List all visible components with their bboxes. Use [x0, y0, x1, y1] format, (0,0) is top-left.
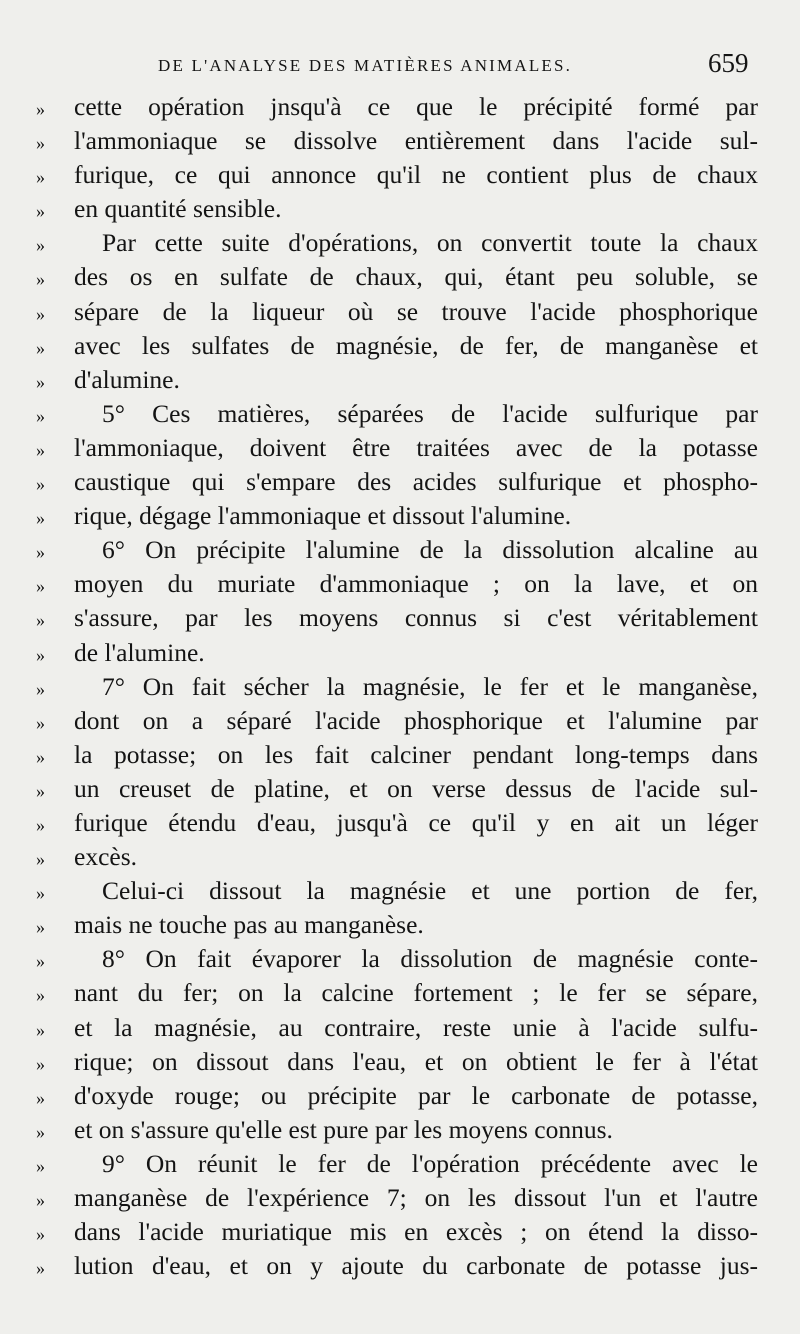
line-text: 6° On précipite l'alumine de la dissolution alcaline au — [102, 535, 758, 565]
line-text: de l'alumine. — [74, 637, 205, 667]
text-line — [0, 431, 800, 465]
quote-mark: » — [36, 985, 45, 1006]
quote-mark: » — [36, 1053, 45, 1074]
text-line — [0, 840, 800, 874]
text-line — [0, 976, 800, 1010]
quote-mark: » — [36, 1019, 45, 1040]
text-line — [0, 908, 800, 942]
line-text: dont on a séparé l'acide phosphorique et l'alumine par — [74, 705, 758, 735]
quote-mark: » — [36, 303, 45, 324]
line-text: d'alumine. — [74, 364, 180, 394]
line-text: 9° On réunit le fer de l'opération précédente avec le — [102, 1148, 758, 1178]
quote-mark: » — [36, 917, 45, 938]
quote-mark: » — [36, 849, 45, 870]
quote-mark: » — [36, 167, 45, 188]
text-line — [0, 499, 800, 533]
text-line — [0, 90, 800, 124]
line-text: l'ammoniaque, doivent être traitées avec de la potasse — [74, 432, 758, 462]
line-text: 5° Ces matières, séparées de l'acide sulfurique par — [102, 398, 758, 428]
text-line — [0, 1045, 800, 1079]
page-header — [0, 46, 800, 86]
quote-mark: » — [36, 678, 45, 699]
line-text: l'ammoniaque se dissolve entièrement dans l'acide sul- — [74, 126, 758, 156]
line-text: d'oxyde rouge; ou précipite par le carbonate de potasse, — [74, 1080, 758, 1110]
line-text: et on s'assure qu'elle est pure par les moyens connus. — [74, 1114, 613, 1144]
text-line — [0, 1181, 800, 1215]
quote-mark: » — [36, 814, 45, 835]
text-line — [0, 158, 800, 192]
text-line — [0, 226, 800, 260]
line-text: manganèse de l'expérience 7; on les dissout l'un et l'autre — [74, 1183, 758, 1212]
text-line — [0, 1011, 800, 1045]
quote-mark: » — [36, 542, 45, 563]
quote-mark: » — [36, 99, 45, 119]
text-line — [0, 1215, 800, 1249]
line-text: furique, ce qui annonce qu'il ne contient plus de chaux — [74, 160, 758, 190]
line-text: dans l'acide muriatique mis en excès ; on étend la disso- — [74, 1217, 758, 1247]
text-line — [0, 1249, 800, 1283]
quote-mark: » — [36, 1155, 45, 1176]
line-text: 8° On fait évaporer la dissolution de magnésie conte- — [102, 944, 758, 974]
line-text: Celui-ci dissout la magnésie et une portion de fer, — [102, 876, 758, 906]
text-line — [0, 636, 800, 670]
line-text: furique étendu d'eau, jusqu'à ce qu'il y en ait un léger — [74, 807, 758, 837]
quote-mark: » — [36, 1258, 45, 1279]
text-line — [0, 704, 800, 738]
line-text: avec les sulfates de magnésie, de fer, de manganèse et — [74, 330, 758, 360]
quote-mark: » — [36, 746, 45, 767]
line-text: caustique qui s'empare des acides sulfurique et phospho- — [74, 467, 758, 497]
line-text: lution d'eau, et on y ajoute du carbonate de potasse jus- — [74, 1251, 758, 1281]
quote-mark: » — [36, 951, 45, 972]
line-text: cette opération jnsqu'à ce que le précipité formé par — [74, 92, 758, 121]
running-title: DE L'ANALYSE DES MATIÈRES ANIMALES. — [158, 56, 573, 75]
line-text: sépare de la liqueur où se trouve l'acide phosphorique — [74, 296, 758, 326]
quote-mark: » — [36, 610, 45, 631]
text-line — [0, 295, 800, 329]
line-text: rique, dégage l'ammoniaque et dissout l'alumine. — [74, 501, 572, 531]
quote-mark: » — [36, 405, 45, 426]
text-line — [0, 363, 800, 397]
quote-mark: » — [36, 269, 45, 290]
text-line — [0, 260, 800, 294]
page-number: 659 — [708, 48, 749, 78]
quote-mark: » — [36, 337, 45, 358]
quote-mark: » — [36, 644, 45, 665]
text-line — [0, 738, 800, 772]
text-line — [0, 874, 800, 908]
line-text: Par cette suite d'opérations, on convertit toute la chaux — [102, 228, 758, 258]
text-line — [0, 1079, 800, 1113]
quote-mark: » — [36, 883, 45, 904]
text-line — [0, 329, 800, 363]
line-text: s'assure, par les moyens connus si c'est véritablement — [74, 603, 758, 633]
line-text: un creuset de platine, et on verse dessus de l'acide sul- — [74, 773, 758, 803]
quote-mark: » — [36, 474, 45, 495]
text-line — [0, 942, 800, 976]
text-line — [0, 772, 800, 806]
text-line — [0, 533, 800, 567]
text-line — [0, 1147, 800, 1181]
text-line — [0, 192, 800, 226]
text-line — [0, 567, 800, 601]
quote-mark: » — [36, 1224, 45, 1245]
quote-mark: » — [36, 439, 45, 460]
quote-mark: » — [36, 1087, 45, 1108]
line-text: 7° On fait sécher la magnésie, le fer et le manganèse, — [102, 671, 758, 701]
line-text: des os en sulfate de chaux, qui, étant peu soluble, se — [74, 262, 758, 292]
text-line — [0, 465, 800, 499]
line-text: rique; on dissout dans l'eau, et on obtient le fer à l'état — [74, 1046, 758, 1076]
line-text: en quantité sensible. — [74, 194, 282, 224]
text-line — [0, 397, 800, 431]
quote-mark: » — [36, 235, 45, 256]
line-text: moyen du muriate d'ammoniaque ; on la lave, et on — [74, 569, 758, 599]
text-line — [0, 670, 800, 704]
quote-mark: » — [36, 508, 45, 529]
line-text: et la magnésie, au contraire, reste unie à l'acide sulfu- — [74, 1012, 758, 1042]
text-line — [0, 601, 800, 635]
quote-mark: » — [36, 133, 45, 154]
body-text — [0, 90, 800, 1283]
text-line — [0, 1113, 800, 1147]
quote-mark: » — [36, 371, 45, 392]
line-text: mais ne touche pas au manganèse. — [74, 910, 424, 940]
quote-mark: » — [36, 576, 45, 597]
line-text: la potasse; on les fait calciner pendant long-temps dans — [74, 739, 758, 769]
quote-mark: » — [36, 1121, 45, 1142]
quote-mark: » — [36, 201, 45, 222]
quote-mark: » — [36, 712, 45, 733]
line-text: nant du fer; on la calcine fortement ; le fer se sépare, — [74, 978, 758, 1008]
quote-mark: » — [36, 1190, 45, 1210]
text-line — [0, 124, 800, 158]
quote-mark: » — [36, 780, 45, 801]
line-text: excès. — [74, 842, 138, 872]
text-line — [0, 806, 800, 840]
